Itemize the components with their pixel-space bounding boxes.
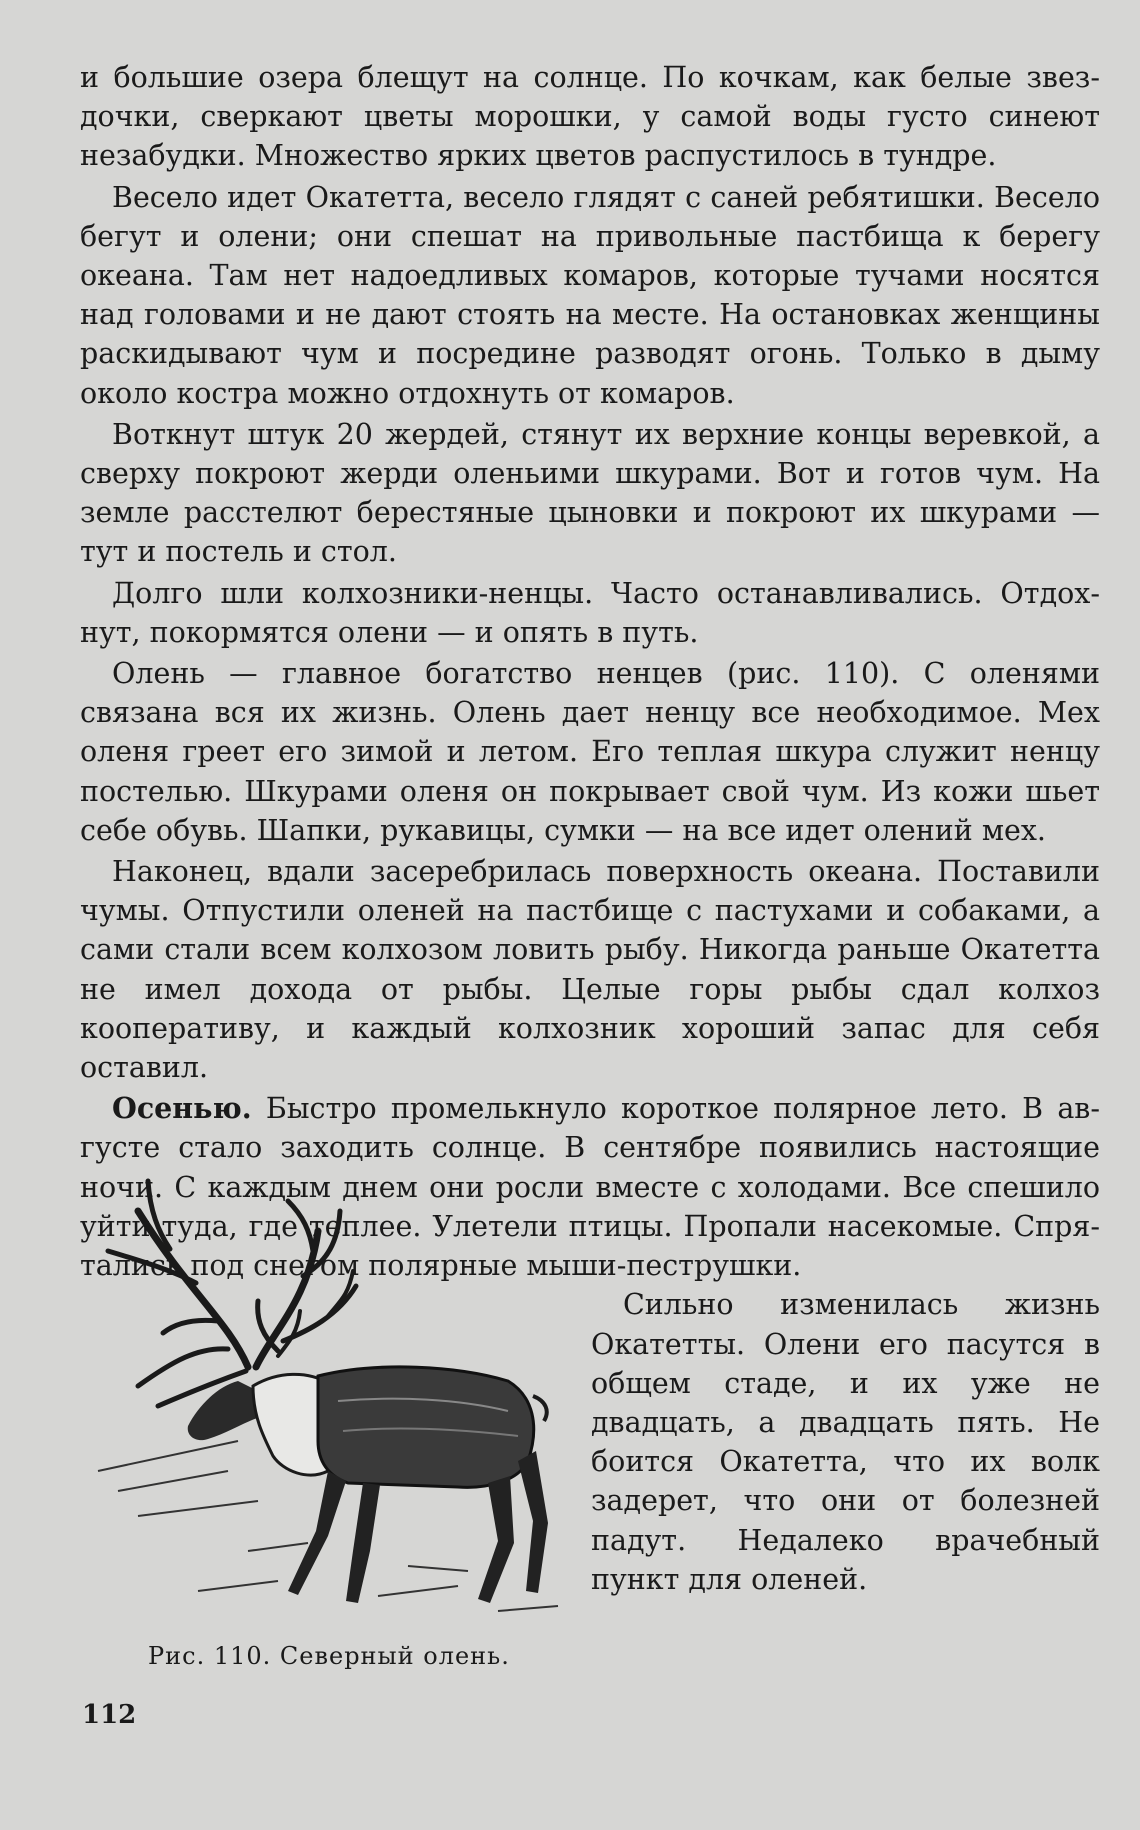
paragraph-5: Олень — главное богатство ненцев (рис. 110). С оленями связана вся их жизнь. Олень дает ненцу все необходимое. Мех оленя греет его зимой и летом. Его теплая шкура служит ненцу постелью. Шкурами оленя он покрывает свой чум. Из кожи шьет себе обувь. Шапки, рукавицы, сумки — на все идет олений мех. (80, 657, 1100, 847)
paragraph-3: Воткнут штук 20 жердей, стянут их верхние концы веревкой, а сверху покроют жерди оленьими шкурами. Вот и готов чум. На земле расстелют берестяные цыновки и покроют их шкурами — тут и постель и стол. (80, 417, 1100, 569)
paragraph-1: и большие озера блещут на солнце. По кочкам, как белые звездочки, сверкают цветы морошки, у самой воды густо синеют незабудки. Множество ярких цветов распустилось в тундре. (80, 61, 1100, 173)
paragraph-6: Наконец, вдали засеребрилась поверхность океана. Поставили чумы. Отпустили оленей на пастбище с пастухами и собаками, а сами стали всем колхозом ловить рыбу. Никогда раньше Окатетта не имел дохода от рыбы. Целые горы рыбы сдал колхоз кооперативу, и каждый колхозник хороший запас для себя оставил. (80, 855, 1100, 1085)
reindeer-illustration (78, 1171, 573, 1631)
page-text (80, 58, 1100, 1707)
paragraph-7-body: Быстро промелькнуло короткое полярное лето. В августе стало заходить солнце. В сентябре появились настоящие ночи. С каждым днем они росли вместе с холодами. Все спешило уйти туда, где теплее. Улетели птицы. Пропали насекомые. Спрятались под снегом полярные мыши-пеструшки. (80, 1092, 1100, 1283)
reindeer-figure (78, 1167, 573, 1707)
section-heading-autumn: Осенью. (112, 1091, 252, 1126)
paragraph-8: Сильно изменилась жизнь Окатетты. Олени его пасутся в общем стаде, и их уже не двадцать, а двадцать пять. Не боится Окатетта, что их волк задерет, что они от болезней падут. Недалеко врачебный пункт для оленей. (591, 1288, 1100, 1596)
paragraph-4: Долго шли колхозники-ненцы. Часто останавливались. Отдохнут, покормятся олени — и опять в путь. (80, 576, 1100, 649)
paragraph-2: Весело идет Окатетта, весело глядят с саней ребятишки. Весело бегут и олени; они спешат на привольные пастбища к берегу океана. Там нет надоедливых комаров, которые тучами носятся над головами и не дают стоять на месте. На остановках женщины раскидывают чум и посредине разводят огонь. Только в дыму около костра можно отдохнуть от комаров. (80, 180, 1100, 410)
figure-caption: Рис. 110. Северный олень. (148, 1642, 510, 1671)
page-number: 112 (82, 1700, 137, 1730)
